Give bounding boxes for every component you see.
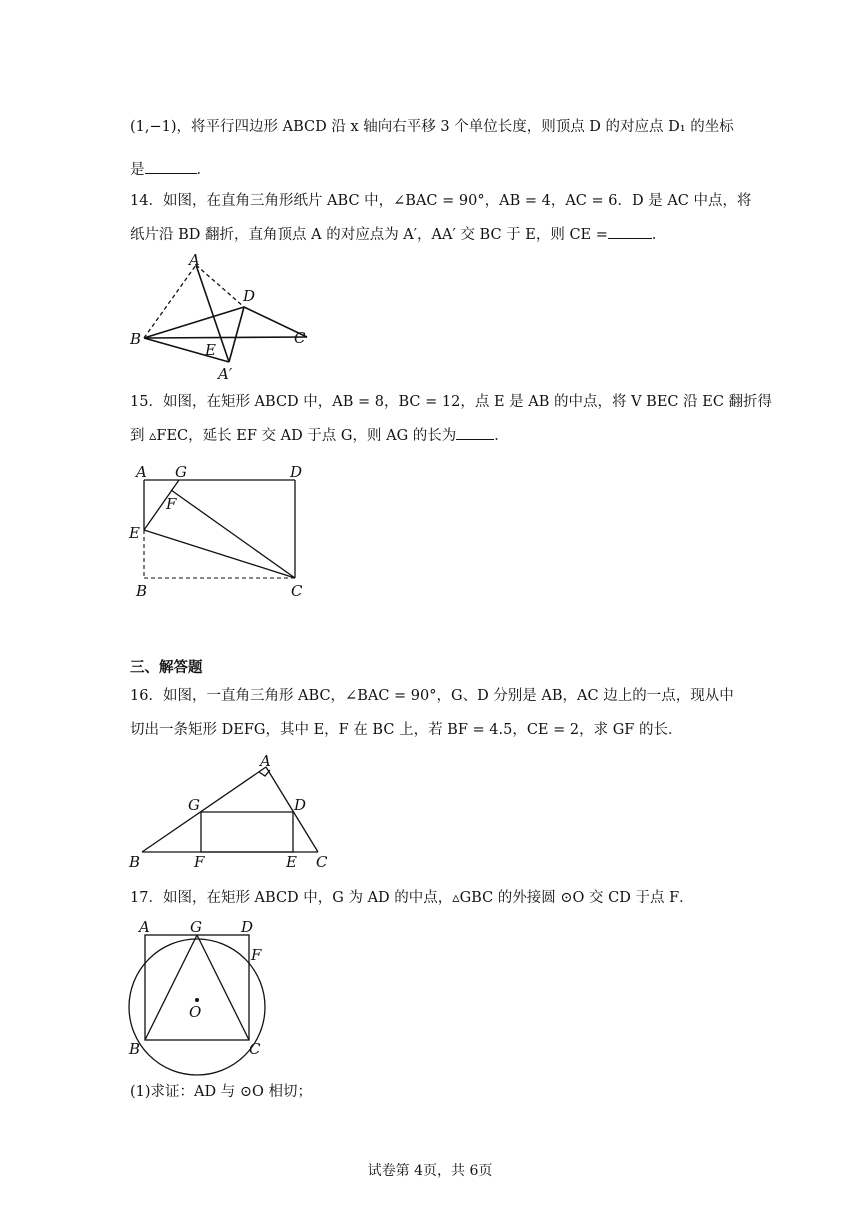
q13-line2-text: 是 bbox=[130, 162, 145, 178]
q14-line1: 14．如图，在直角三角形纸片 ABC 中，∠BAC = 90°，AB = 4，AC = 6．D 是 AC 中点，将 bbox=[130, 193, 752, 209]
label-F: F bbox=[251, 946, 262, 964]
q16-line1: 16．如图，一直角三角形 ABC，∠BAC = 90°，G、D 分别是 AB，AC 边上的一点，现从中 bbox=[130, 688, 734, 704]
center-point bbox=[195, 998, 199, 1002]
label-C: C bbox=[249, 1040, 261, 1058]
label-F: F bbox=[194, 853, 205, 871]
label-B: B bbox=[130, 330, 142, 348]
q14-line2-text: 纸片沿 BD 翻折，直角顶点 A 的对应点为 A′，AA′ 交 BC 于 E，则 CE = bbox=[130, 227, 608, 243]
label-A: A bbox=[136, 463, 147, 481]
q15-figure bbox=[120, 460, 320, 605]
q15-line2: 到 ▵FEC，延长 EF 交 AD 于点 G，则 AG 的长为 ． bbox=[130, 428, 509, 444]
q17-figure bbox=[120, 915, 290, 1065]
q17-line1: 17．如图，在矩形 ABCD 中，G 为 AD 的中点，▵GBC 的外接圆 ⊙O 交 CD 于点 F． bbox=[130, 890, 694, 906]
label-E: E bbox=[205, 341, 216, 359]
label-D: D bbox=[241, 918, 254, 936]
label-B: B bbox=[136, 582, 148, 600]
page-footer: 试卷第 4页，共 6页 bbox=[367, 1163, 493, 1179]
q16-line2: 切出一条矩形 DEFG，其中 E，F 在 BC 上，若 BF = 4.5，CE = 2，求 GF 的长． bbox=[130, 722, 683, 738]
q14-line2: 纸片沿 BD 翻折，直角顶点 A 的对应点为 A′，AA′ 交 BC 于 E，则 CE = ． bbox=[130, 227, 667, 243]
label-O: O bbox=[189, 1003, 202, 1021]
label-B: B bbox=[129, 853, 141, 871]
q16-figure bbox=[120, 750, 340, 875]
label-D: D bbox=[290, 463, 303, 481]
label-C: C bbox=[294, 329, 306, 347]
label-A: A bbox=[260, 752, 271, 770]
label-E: E bbox=[286, 853, 297, 871]
label-E: E bbox=[129, 524, 140, 542]
label-A: A bbox=[139, 918, 150, 936]
label-G: G bbox=[190, 918, 202, 936]
label-C: C bbox=[316, 853, 328, 871]
q15-line1: 15．如图，在矩形 ABCD 中，AB = 8，BC = 12，点 E 是 AB 的中点，将 V BEC 沿 EC 翻折得 bbox=[130, 394, 773, 410]
q13-line2: 是 ． bbox=[130, 162, 211, 178]
q15-line2-text: 到 ▵FEC，延长 EF 交 AD 于点 G，则 AG 的长为 bbox=[130, 428, 457, 444]
q17-part1: (1)求证：AD 与 ⊙O 相切； bbox=[130, 1084, 312, 1100]
label-C: C bbox=[291, 582, 303, 600]
label-A-prime: A′ bbox=[218, 365, 233, 383]
q14-figure bbox=[120, 245, 320, 385]
answer-blank bbox=[145, 173, 197, 174]
q13-line1: (1,−1)，将平行四边形 ABCD 沿 x 轴向右平移 3 个单位长度，则顶点 D 的对应点 D₁ 的坐标 bbox=[130, 119, 734, 135]
label-D: D bbox=[243, 287, 256, 305]
answer-blank bbox=[608, 238, 652, 239]
section-heading: 三、解答题 bbox=[130, 660, 203, 676]
answer-blank bbox=[456, 439, 494, 440]
label-G: G bbox=[175, 463, 187, 481]
label-A: A bbox=[189, 251, 200, 269]
label-D: D bbox=[294, 796, 307, 814]
label-F: F bbox=[166, 495, 177, 513]
label-B: B bbox=[129, 1040, 141, 1058]
label-G: G bbox=[188, 796, 200, 814]
